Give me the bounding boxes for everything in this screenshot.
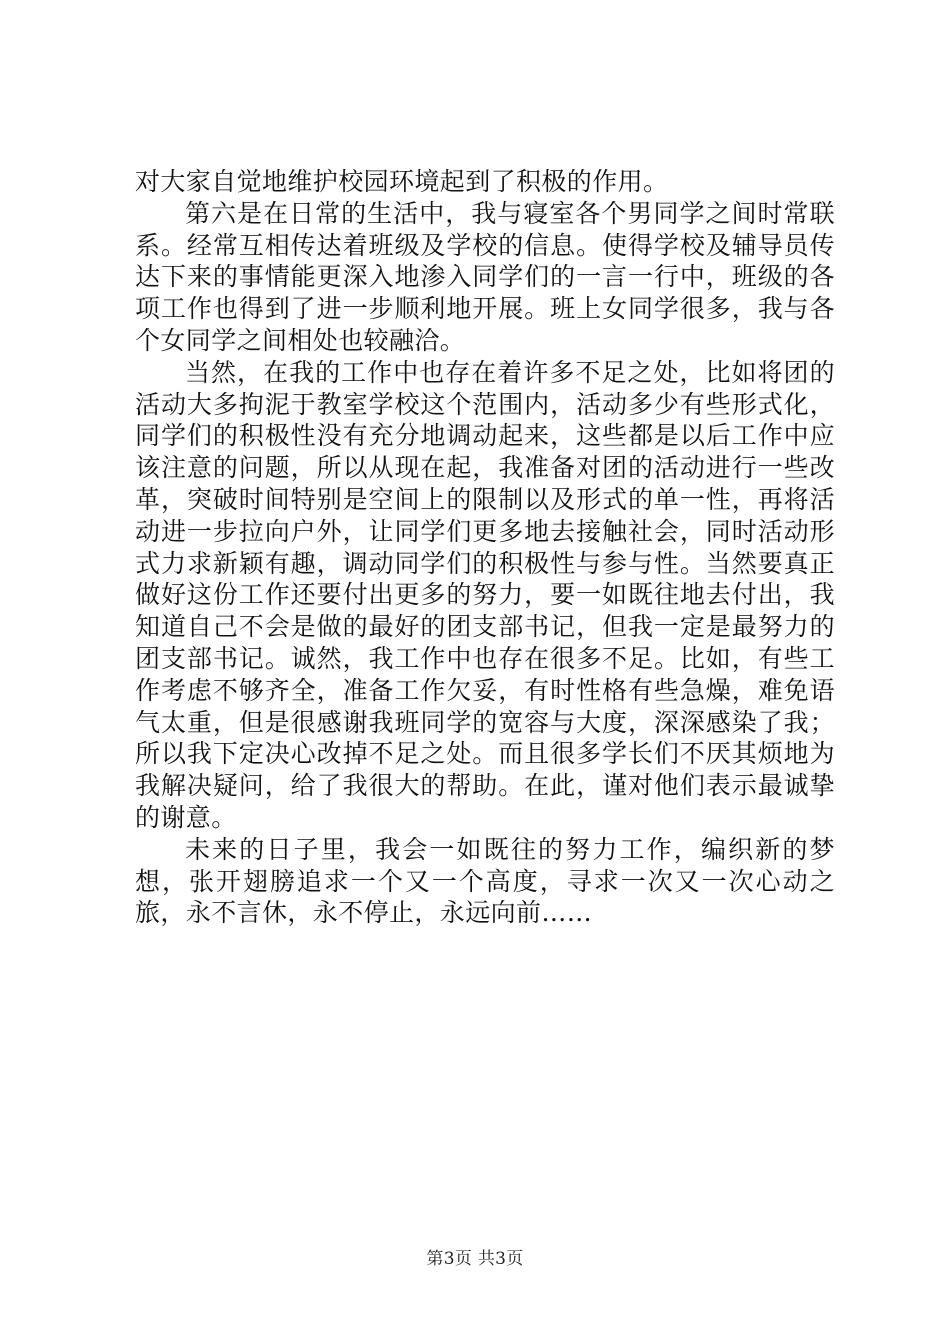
document-body	[135, 166, 835, 929]
paragraph-shortcomings: 当然，在我的工作中也存在着许多不足之处，比如将团的活动大多拘泥于教室学校这个范围内，活动多少有些形式化，同学们的积极性没有充分地调动起来，这些都是以后工作中应该注意的问题，所以从现在起，我准备对团的活动进行一些改革，突破时间特别是空间上的限制以及形式的单一性，再将活动进一步拉向户外，让同学们更多地去接触社会，同时活动形式力求新颖有趣，调动同学们的积极性与参与性。当然要真正做好这份工作还要付出更多的努力，要一如既往地去付出，我知道自己不会是做的最好的团支部书记，但我一定是最努力的团支部书记。诚然，我工作中也存在很多不足。比如，有些工作考虑不够齐全，准备工作欠妥，有时性格有些急燥，难免语气太重，但是很感谢我班同学的宽容与大度，深深感染了我；所以我下定决心改掉不足之处。而且很多学长们不厌其烦地为我解决疑问，给了我很大的帮助。在此，谨对他们表示最诚挚的谢意。	[135, 357, 835, 832]
page-footer: 第3页 共3页	[426, 1249, 524, 1269]
paragraph-future: 未来的日子里，我会一如既往的努力工作，编织新的梦想，张开翅膀追求一个又一个高度，寻求一次又一次心动之旅，永不言休，永不停止，永远向前……	[135, 834, 835, 928]
paragraph-dormitory-contact: 第六是在日常的生活中，我与寝室各个男同学之间时常联系。经常互相传达着班级及学校的信息。使得学校及辅导员传达下来的事情能更深入地渗入同学们的一言一行中，班级的各项工作也得到了进一步顺利地开展。班上女同学很多，我与各个女同学之间相处也较融洽。	[135, 198, 835, 355]
paragraph-continuation: 对大家自觉地维护校园环境起到了积极的作用。	[135, 167, 669, 196]
